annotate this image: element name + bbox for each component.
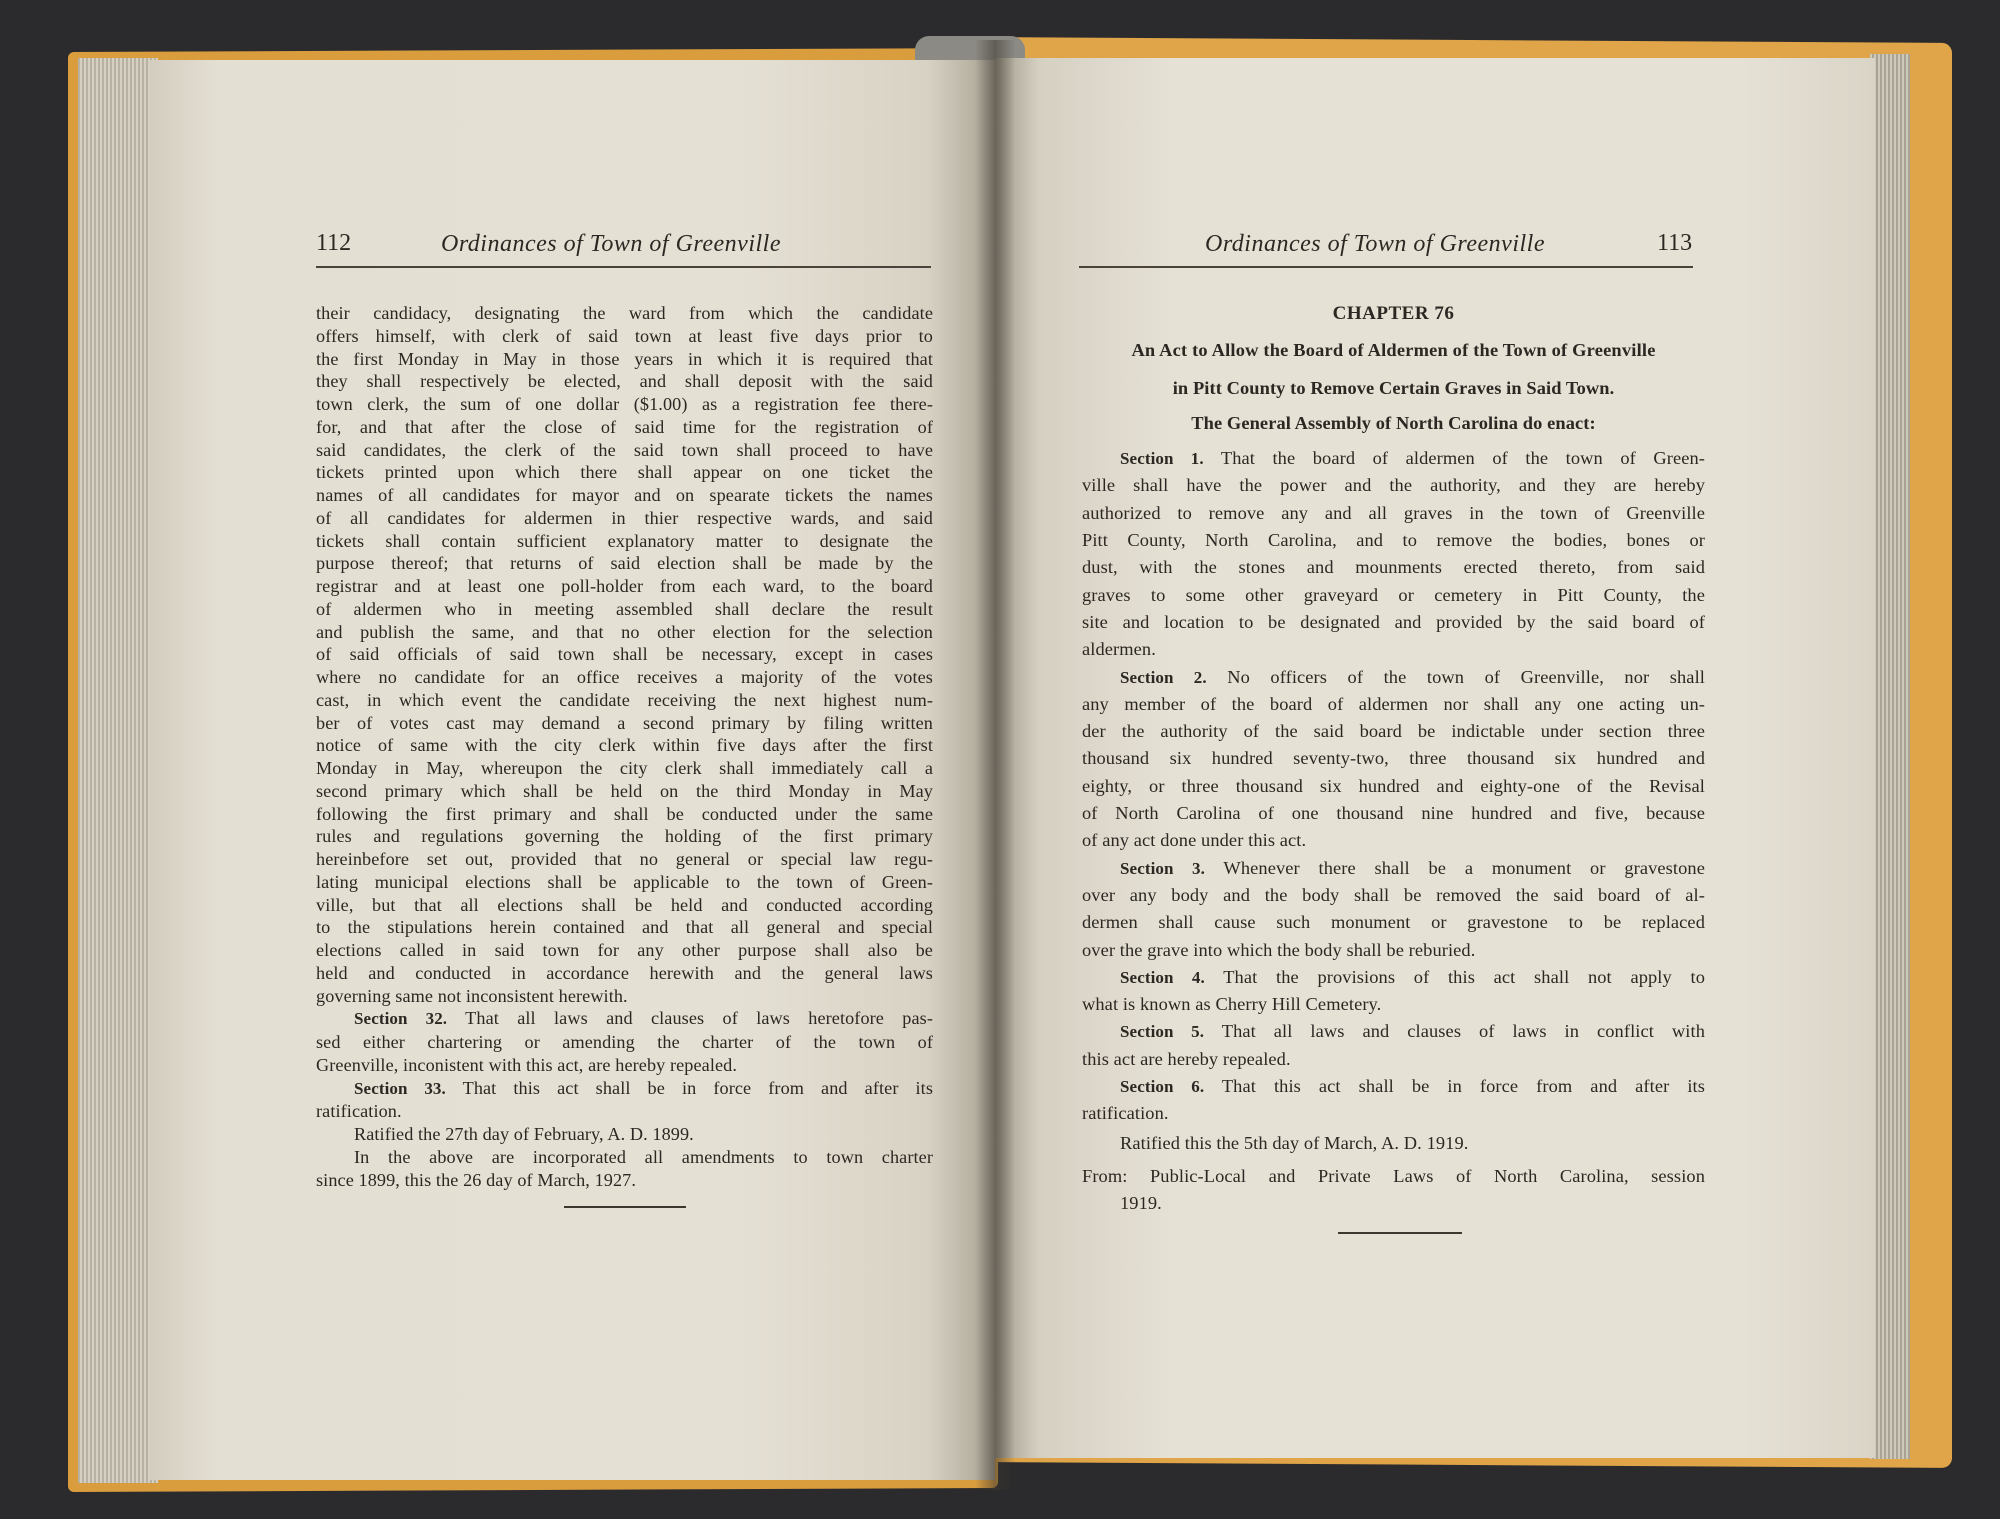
left-end-rule [564, 1206, 686, 1208]
right-page-number: 113 [1657, 230, 1693, 256]
right-section-line: dust, with the stones and mounments erected thereto, from said [1082, 557, 1705, 578]
right-section-line: Pitt County, North Carolina, and to remove the bodies, bones or [1082, 530, 1705, 551]
body-line: registrar and at least one poll-holder from each ward, to the board [316, 576, 933, 596]
right-section-line [1082, 964, 1705, 991]
right-section-line: graves to some other graveyard or cemetery in Pitt County, the [1082, 584, 1705, 605]
body-line: notice of same with the city clerk within five days after the first [316, 735, 933, 756]
right-section-line: eighty, or three thousand six hundred and eighty-one of the Revisal [1082, 775, 1705, 796]
right-section-line: site and location to be designated and provided by the said board of [1082, 611, 1705, 632]
body-line: ber of votes cast may demand a second primary by filing written [316, 712, 933, 733]
body-line: they shall respectively be elected, and shall deposit with the said [316, 371, 933, 392]
right-sections [1082, 445, 1705, 1127]
right-section-line: over the grave into which the body shall be reburied. [1082, 939, 1476, 960]
right-ratified: Ratified this the 5th day of March, A. D. 1919. [1120, 1132, 1469, 1153]
body-line: of aldermen who in meeting assembled shall declare the result [316, 598, 933, 619]
right-section-text: That the provisions of this act shall not apply to [1204, 966, 1705, 987]
body-line: tickets shall contain sufficient explanatory matter to designate the [316, 530, 933, 551]
right-section-label: Section 3. [1120, 858, 1205, 878]
right-section-text: No officers of the town of Greenville, nor shall [1206, 666, 1705, 687]
right-section-line: this act are hereby repealed. [1082, 1048, 1291, 1069]
right-end-rule [1338, 1232, 1462, 1234]
gutter-shadow [975, 40, 1015, 1490]
right-body-text [1082, 300, 1705, 1218]
act-title-line-1: An Act to Allow the Board of Aldermen of the Town of Greenville [1131, 340, 1656, 361]
source-line-2: 1919. [1120, 1193, 1162, 1214]
body-line: of all candidates for aldermen in thier respective wards, and said [316, 507, 933, 528]
right-section-line [1082, 855, 1705, 882]
left-page-number: 112 [316, 230, 352, 256]
left-header-rule [316, 266, 931, 268]
right-section-text: That all laws and clauses of laws in conflict with [1204, 1021, 1705, 1042]
body-line: following the first primary and shall be conducted under the same [316, 803, 933, 824]
body-line: hereinbefore set out, provided that no general or special law regu- [316, 849, 933, 869]
body-line: tickets printed upon which there shall appear on one ticket the [316, 462, 933, 483]
body-line: governing same not inconsistent herewith. [316, 985, 628, 1006]
right-section-label: Section 1. [1120, 449, 1204, 469]
right-section-label: Section 4. [1120, 967, 1205, 987]
note-line: In the above are incorporated all amendments to town charter [354, 1146, 933, 1167]
right-section-line: authorized to remove any and all graves in the town of Greenville [1082, 502, 1705, 523]
body-line: where no candidate for an office receives a majority of the votes [316, 667, 933, 687]
body-line: of said officials of said town shall be necessary, except in cases [316, 644, 933, 665]
left-body-text [316, 302, 933, 1191]
section-33-label: Section 33. [354, 1078, 446, 1098]
right-section-line: of any act done under this act. [1082, 830, 1307, 851]
body-line: second primary which shall be held on the third Monday in May [316, 780, 933, 801]
body-line: for, and that after the close of said time for the registration of [316, 416, 933, 437]
page-edges-left [78, 58, 158, 1483]
right-section-line: of North Carolina of one thousand nine hundred and five, because [1082, 803, 1705, 824]
section-32-line [316, 1007, 933, 1031]
body-line: town clerk, the sum of one dollar ($1.00) as a registration fee there- [316, 394, 933, 414]
right-section-line: ratification. [1082, 1103, 1169, 1124]
right-section-label: Section 5. [1120, 1022, 1205, 1042]
body-line: ville, but that all elections shall be held and conducted according [316, 894, 933, 915]
right-section-line: der the authority of the said board be indictable under section three [1082, 721, 1705, 742]
body-line: said candidates, the clerk of the said town shall proceed to have [316, 439, 933, 460]
right-section-line: aldermen. [1082, 639, 1156, 660]
body-line: their candidacy, designating the ward from which the candidate [316, 303, 933, 323]
right-section-line: thousand six hundred seventy-two, three thousand six hundred and [1082, 748, 1705, 769]
body-line: to the stipulations herein contained and that all general and special [316, 917, 933, 938]
right-section-text: That the board of aldermen of the town of Green- [1203, 448, 1706, 469]
section-32-text: That all laws and clauses of laws heretofore pas- [447, 1008, 934, 1029]
body-line: purpose thereof; that returns of said election shall be made by the [316, 553, 933, 574]
section-32-line: Greenville, inconistent with this act, are hereby repealed. [316, 1054, 738, 1075]
right-section-text: That this act shall be in force from and after its [1204, 1076, 1705, 1097]
act-title-line-2: in Pitt County to Remove Certain Graves in Said Town. [1172, 377, 1615, 398]
right-section-line [1082, 664, 1705, 691]
page-edges-right [1870, 54, 1910, 1459]
right-section-line: ville shall have the power and the authority, and they are hereby [1082, 475, 1705, 496]
body-line: rules and regulations governing the holding of the first primary [316, 826, 933, 847]
chapter-heading: CHAPTER 76 [1332, 303, 1455, 324]
enacting-clause: The General Assembly of North Carolina do enact: [1191, 412, 1596, 433]
body-line: lating municipal elections shall be applicable to the town of Green- [316, 871, 933, 892]
right-section-label: Section 2. [1120, 667, 1207, 687]
body-line: the first Monday in May in those years in which it is required that [316, 348, 933, 369]
right-section-line [1082, 1018, 1705, 1045]
right-section-line: dermen shall cause such monument or gravestone to be replaced [1082, 912, 1705, 933]
source-line-1: From: Public-Local and Private Laws of North Carolina, session [1082, 1165, 1705, 1186]
body-line: cast, in which event the candidate receiving the next highest num- [316, 689, 933, 710]
body-line: held and conducted in accordance herewith and the general laws [316, 962, 933, 983]
section-32-label: Section 32. [354, 1009, 448, 1029]
section-32-line: sed either chartering or amending the charter of the town of [316, 1032, 933, 1052]
left-ratified: Ratified the 27th day of February, A. D. 1899. [354, 1124, 694, 1144]
body-line: elections called in said town for any other purpose shall also be [316, 940, 933, 960]
body-line: and publish the same, and that no other election for the selection [316, 621, 933, 642]
right-running-title: Ordinances of Town of Greenville [1205, 231, 1545, 257]
section-33-line: ratification. [316, 1101, 402, 1122]
right-section-text: Whenever there shall be a monument or gravestone [1204, 857, 1705, 878]
right-section-line [1082, 1073, 1705, 1100]
right-section-label: Section 6. [1120, 1077, 1205, 1097]
body-line: offers himself, with clerk of said town at least five days prior to [316, 325, 933, 346]
left-running-title: Ordinances of Town of Greenville [441, 231, 781, 257]
right-section-line: any member of the board of aldermen nor shall any one acting un- [1082, 693, 1705, 714]
right-section-line: what is known as Cherry Hill Cemetery. [1082, 994, 1382, 1015]
body-line: Monday in May, whereupon the city clerk shall immediately call a [316, 758, 933, 778]
section-33-text: That this act shall be in force from and after its [445, 1077, 934, 1098]
body-line: names of all candidates for mayor and on spearate tickets the names [316, 485, 933, 505]
section-33-line [316, 1077, 933, 1101]
right-section-line: over any body and the body shall be removed the said board of al- [1082, 884, 1705, 905]
note-line: since 1899, this the 26 day of March, 1927. [316, 1169, 636, 1190]
right-header-rule [1079, 266, 1693, 268]
right-section-line [1082, 445, 1705, 472]
